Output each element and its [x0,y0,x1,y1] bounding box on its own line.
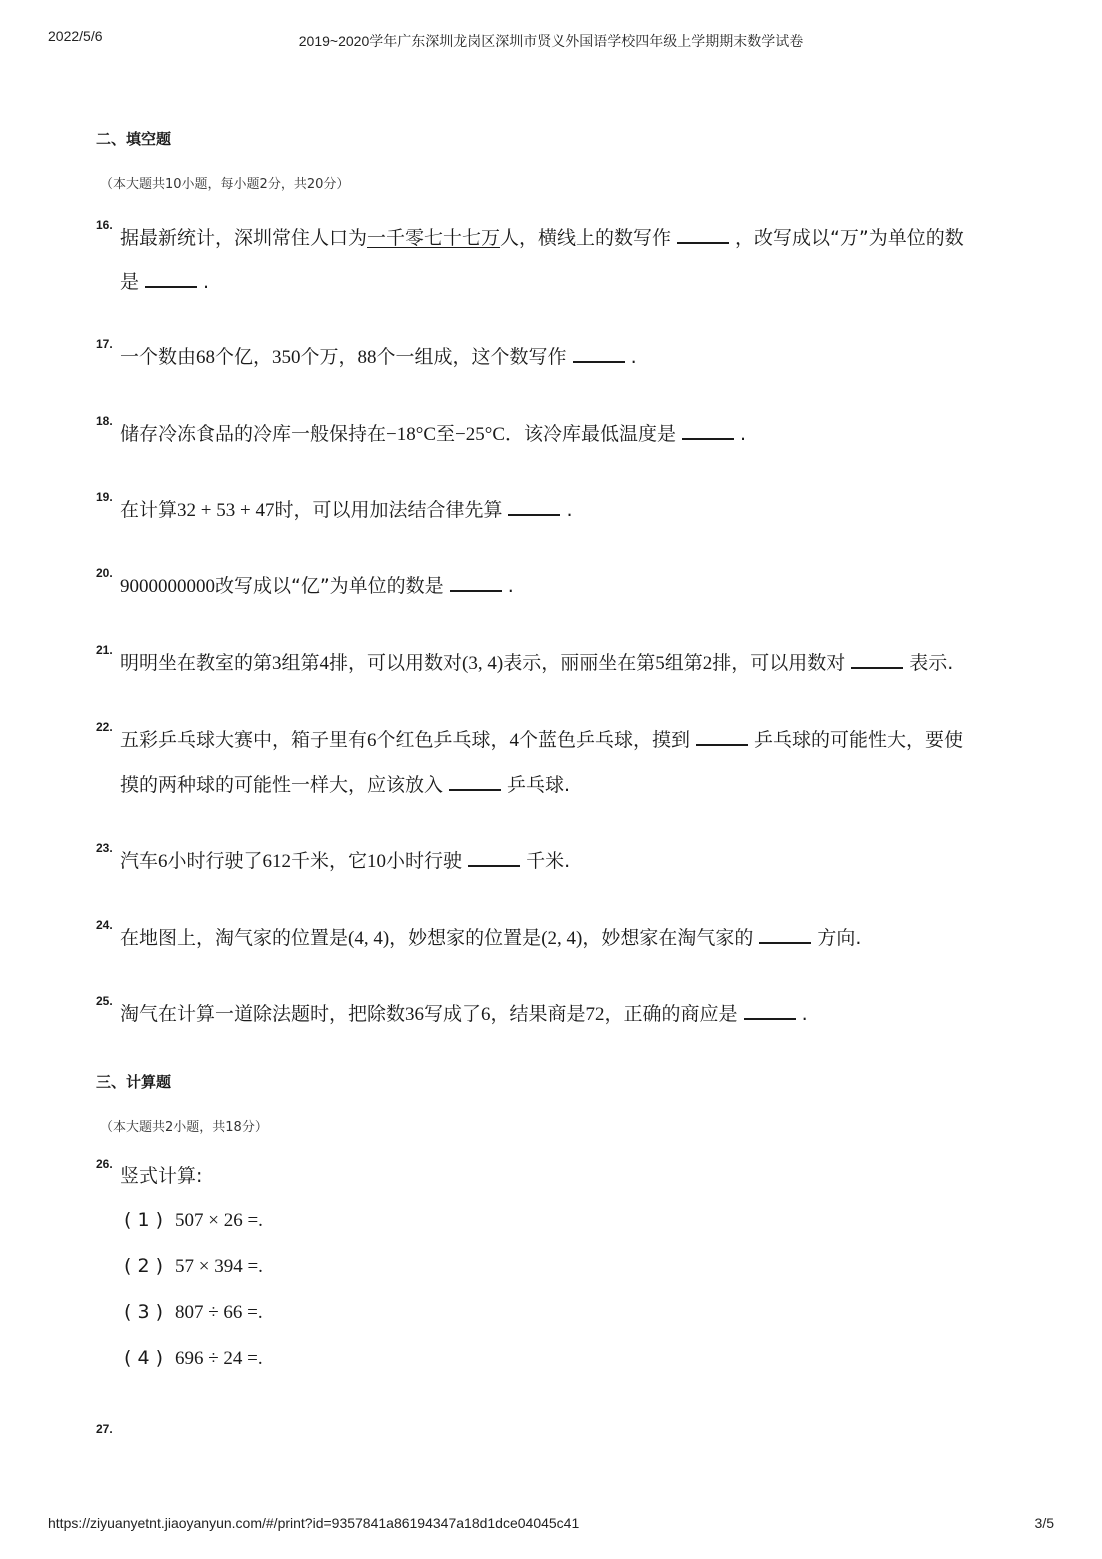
sub-question-3 [124,1301,263,1324]
math: 612 [262,851,292,872]
text: ，正确的商应是 [604,1003,738,1025]
sub-question-label: ( 4 ) [124,1347,163,1369]
question-number: 21. [96,643,113,657]
question-number: 18. [96,414,113,428]
text: 在计算 [120,499,178,521]
section-note-fill-in: （本大题共10小题，每小题2分，共20分） [100,177,350,192]
sub-question-label: ( 3 ) [124,1301,163,1323]
sub-question-1 [124,1209,263,1232]
text: 方向. [817,927,862,949]
question-number: 24. [96,918,113,932]
text: 个万， [300,346,358,368]
math: 36 [405,1004,425,1025]
text: 个红色乒乓球， [376,729,510,751]
math: 10 [367,851,387,872]
math: 9000000000 [120,576,215,597]
math: 2 [702,653,713,674]
section-note-calculation: （本大题共2小题，共18分） [100,1120,268,1135]
question-number: 25. [96,994,113,1008]
text: 时，可以用加法结合律先算 [274,499,503,521]
text: 据最新统计，深圳常住人口为 [120,227,368,249]
text: . [507,575,514,597]
text: ，妙想家的位置是 [389,927,542,949]
text: 组第 [281,652,320,674]
question-line [120,572,514,600]
text: 一个数由 [120,346,197,368]
question-number: 17. [96,337,113,351]
math: (4, 4) [348,928,390,949]
text: 千米，它 [291,850,368,872]
answer-blank [696,726,748,746]
math: 57 × 394 =. [175,1256,263,1277]
math: 88 [357,347,377,368]
header-date: 2022/5/6 [48,28,103,44]
question-number: 22. [96,720,113,734]
math: 6 [481,1004,491,1025]
text: 是 [120,271,140,293]
answer-blank [759,924,811,944]
math: 4 [319,653,330,674]
question-stem: 竖式计算: [120,1165,203,1187]
text: 表示，丽丽坐在第 [503,652,656,674]
question-line [120,924,861,952]
section-title-calculation: 三、计算题 [96,1073,172,1091]
question-number: 26. [96,1157,113,1171]
answer-blank [468,847,520,867]
underlined-text: 一千零七十七万 [367,227,501,249]
question-line [120,649,953,677]
text: 淘气在计算一道除法题时，把除数 [120,1003,406,1025]
answer-blank [677,224,729,244]
question-line [120,343,637,371]
sub-question-4 [124,1347,263,1370]
text: 乒乓球的可能性大，要使 [754,729,964,751]
sub-question-label: ( 1 ) [124,1209,163,1231]
question-line [120,771,570,798]
text: . [740,423,747,445]
question-line [120,224,964,251]
text: 个一组成，这个数写作 [376,346,567,368]
math: 350 [272,347,301,368]
text: . [801,1003,808,1025]
math: 72 [585,1004,605,1025]
answer-blank [682,420,734,440]
text: 写成了 [424,1003,482,1025]
question-line [120,847,570,875]
answer-blank [851,649,903,669]
question-line [120,420,746,448]
text: 至 [436,423,456,445]
answer-blank [145,268,197,288]
math: 507 × 26 =. [175,1210,263,1231]
math: 696 ÷ 24 =. [175,1348,263,1369]
text: . [203,271,210,293]
math: 4 [509,730,520,751]
text: ．该冷库最低温度是 [505,423,677,445]
text: 汽车 [120,850,159,872]
math: 6 [367,730,377,751]
text: 乒乓球. [507,774,571,796]
sub-question-label: ( 2 ) [124,1255,163,1277]
text: 排，可以用数对 [329,652,463,674]
text: 个蓝色乒乓球，摸到 [519,729,691,751]
answer-blank [744,1000,796,1020]
header-title: 2019~2020学年广东深圳龙岗区深圳市贤义外国语学校四年级上学期期末数学试卷 [298,33,804,49]
text: ，改写成以“万”为单位的数 [735,227,964,249]
text: 摸的两种球的可能性一样大，应该放入 [120,774,444,796]
text: ，结果商是 [490,1003,586,1025]
question-line [120,726,963,754]
math: (3, 4) [462,653,504,674]
text: 个亿， [215,346,273,368]
math: −18°C [386,424,437,445]
footer-page-number: 3/5 [1034,1515,1054,1531]
text: 表示. [909,652,954,674]
text: 组第 [664,652,703,674]
sub-question-2 [124,1255,263,1278]
footer-url[interactable]: https://ziyuanyetnt.jiaoyanyun.com/#/print?id=9357841a86194347a18d1dce04045c41 [48,1515,580,1531]
text: ，妙想家在淘气家的 [582,927,754,949]
text: 五彩乒乓球大赛中，箱子里有 [120,729,368,751]
text: 改写成以“亿”为单位的数是 [215,575,444,597]
question-number: 23. [96,841,113,855]
answer-blank [508,496,560,516]
math: 3 [272,653,282,674]
math: 32 + 53 + 47 [177,500,275,521]
answer-blank [449,771,501,791]
text: 小时行驶了 [167,850,263,872]
answer-blank [450,572,502,592]
text: 储存冷冻食品的冷库一般保持在 [120,423,387,445]
question-number: 20. [96,566,113,580]
question-number: 19. [96,490,113,504]
section-title-fill-in: 二、填空题 [96,130,172,148]
text: 千米. [526,850,571,872]
math: (2, 4) [541,928,583,949]
math: 6 [158,851,168,872]
text: 小时行驶 [386,850,463,872]
text: 在地图上，淘气家的位置是 [120,927,349,949]
question-number: 27. [96,1422,113,1436]
question-line [120,268,209,295]
math: −25°C [455,424,506,445]
text: 明明坐在教室的第 [120,652,273,674]
text: . [566,499,573,521]
text: . [630,346,637,368]
question-line [120,496,573,524]
text: 排，可以用数对 [712,652,846,674]
math: 807 ÷ 66 =. [175,1302,263,1323]
question-number: 16. [96,218,113,232]
question-line [120,1000,808,1028]
math: 68 [196,347,216,368]
math: 5 [655,653,665,674]
text: 人，横线上的数写作 [500,227,672,249]
answer-blank [573,343,625,363]
